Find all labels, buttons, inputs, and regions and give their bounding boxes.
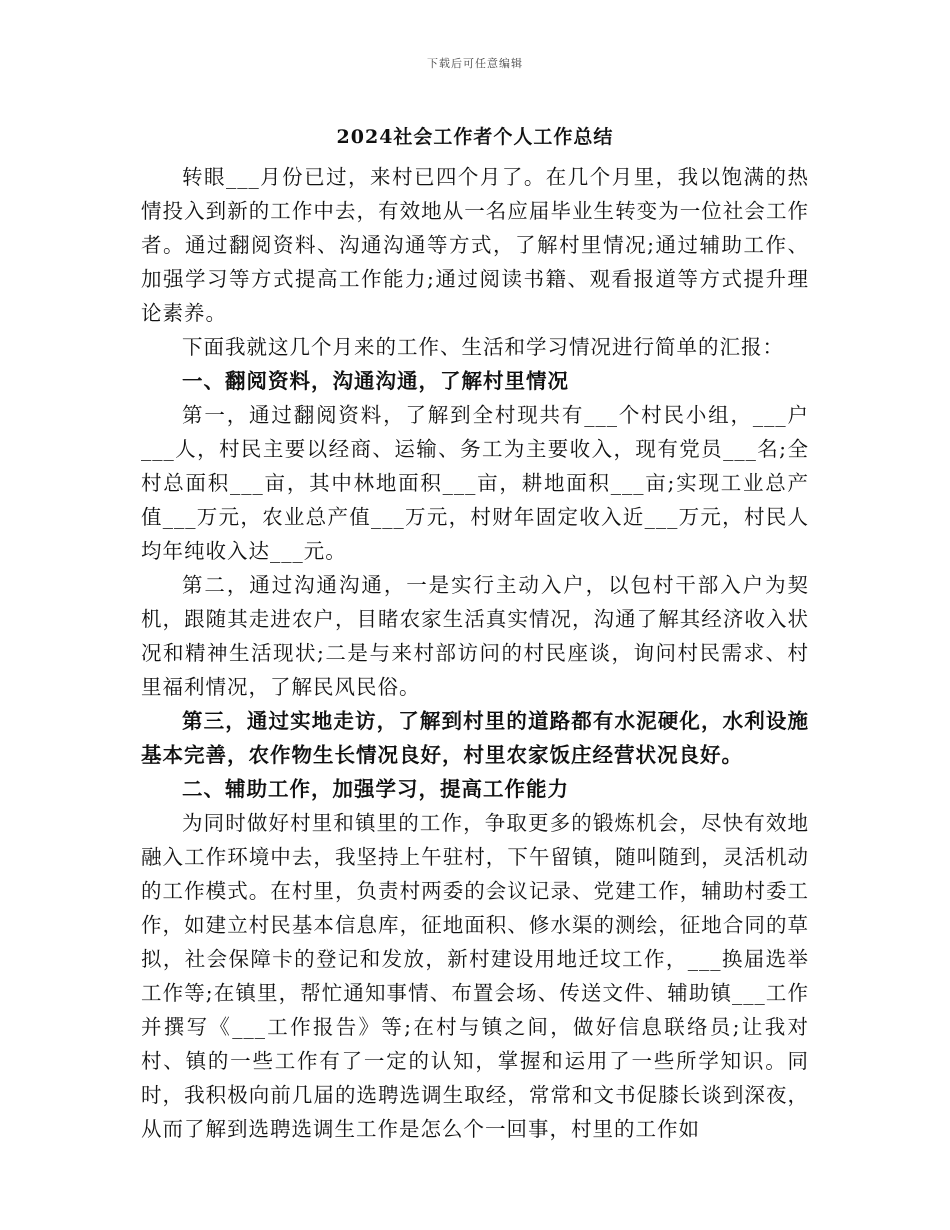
document-body (141, 160, 809, 1146)
paragraph-second-point: 第二，通过沟通沟通，一是实行主动入户，以包村干部入户为契机，跟随其走进农户，目睹农家生活真实情况，沟通了解其经济收入状况和精神生活现状;二是与来村部访问的村民座谈，询问村民需求、村里福利情况，了解民风民俗。 (141, 573, 809, 699)
section-heading-2: 二、辅助工作，加强学习，提高工作能力 (182, 777, 569, 801)
section-heading-1: 一、翻阅资料，沟通沟通，了解村里情况 (182, 369, 569, 393)
paragraph-first-point: 第一，通过翻阅资料，了解到全村现共有___个村民小组，___户___人，村民主要以经商、运输、务工为主要收入，现有党员___名;全村总面积___亩，其中林地面积___亩，耕地面积___亩;实现工业总产值___万元，农业总产值___万元，村财年固定收入近___万元，村民人均年纯收入达___元。 (141, 403, 809, 563)
header-note: 下载后可任意编辑 (427, 57, 523, 70)
paragraph-third-point: 第三，通过实地走访，了解到村里的道路都有水泥硬化，水利设施基本完善，农作物生长情况良好，村里农家饭庄经营状况良好。 (141, 709, 809, 767)
paragraph-assist-work: 为同时做好村里和镇里的工作，争取更多的锻炼机会，尽快有效地融入工作环境中去，我坚持上午驻村，下午留镇，随叫随到，灵活机动的工作模式。在村里，负责村两委的会议记录、党建工作，辅助村委工作，如建立村民基本信息库，征地面积、修水渠的测绘，征地合同的草拟，社会保障卡的登记和发放，新村建设用地迁坟工作，___换届选举工作等;在镇里，帮忙通知事情、布置会场、传送文件、辅助镇___工作并撰写《___工作报告》等;在村与镇之间，做好信息联络员;让我对村、镇的一些工作有了一定的认知，掌握和运用了一些所学知识。同时，我积极向前几届的选聘选调生取经，常常和文书促膝长谈到深夜，从而了解到选聘选调生工作是怎么个一回事，村里的工作如 (141, 811, 809, 1141)
paragraph-report-lead: 下面我就这几个月来的工作、生活和学习情况进行简单的汇报： (182, 335, 784, 359)
document-title: 2024社会工作者个人工作总结 (336, 126, 614, 148)
paragraph-intro: 转眼___月份已过，来村已四个月了。在几个月里，我以饱满的热情投入到新的工作中去，有效地从一名应届毕业生转变为一位社会工作者。通过翻阅资料、沟通沟通等方式，了解村里情况;通过辅助工作、加强学习等方式提高工作能力;通过阅读书籍、观看报道等方式提升理论素养。 (141, 165, 809, 325)
